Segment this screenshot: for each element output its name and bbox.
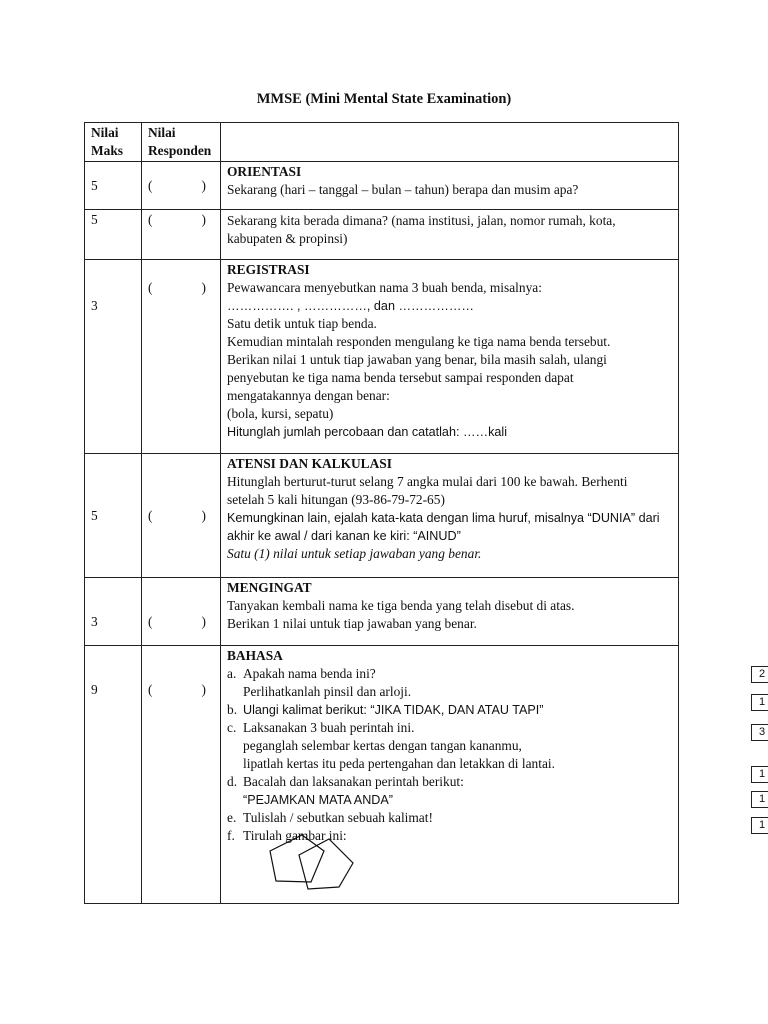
content-line: Berikan nilai 1 untuk tiap jawaban yang benar, bila masih salah, ulangi [227,352,607,367]
item-label: b. [227,702,238,717]
item-label: a. [227,666,237,681]
content-cell [221,260,679,454]
header-nilai-responden-line1: Nilai [148,125,176,140]
responden-score-field[interactable] [142,162,221,210]
table-row-bahasa [85,646,679,904]
paren-open: ( [148,614,153,629]
paren-close: ) [201,212,206,227]
paren-open: ( [148,212,153,227]
content-cell [221,646,766,904]
table-row-atensi [85,454,679,578]
content-line: akhir ke awal / dari kanan ke kiri: “AINUD” [227,529,461,543]
list-item [227,719,672,773]
content-line: Berikan 1 nilai untuk tiap jawaban yang benar. [227,616,477,631]
item-line: “PEJAMKAN MATA ANDA” [243,793,393,807]
page-title: MMSE (Mini Mental State Examination) [256,91,512,107]
item-label: c. [227,720,237,735]
header-nilai-maks-line1: Nilai [91,125,119,140]
maks-value: 5 [85,210,142,260]
content-cell [221,210,679,260]
section-heading: REGISTRASI [227,262,310,277]
content-cell [221,162,679,210]
maks-value: 5 [85,454,142,578]
item-label: f. [227,828,235,843]
table-row-registrasi [85,260,679,454]
table-header-row [85,123,679,162]
content-line: kabupaten & propinsi) [227,231,348,246]
item-line: Tirulah gambar ini: [243,828,347,843]
intersecting-pentagons-figure [255,827,365,893]
content-line: Satu detik untuk tiap benda. [227,316,377,331]
paren-open: ( [148,280,153,295]
content-line: Kemudian mintalah responden mengulang ke tiga nama benda tersebut. [227,334,611,349]
score-box-d: 1 [751,766,768,783]
list-item [227,701,672,719]
score-box-f: 1 [751,817,768,834]
header-content [221,123,679,162]
maks-value: 5 [85,162,142,210]
section-heading: ORIENTASI [227,164,302,179]
paren-close: ) [201,682,206,697]
paren-open: ( [148,682,153,697]
maks-text: 3 [91,298,98,313]
paren-close: ) [201,507,206,523]
content-cell [221,578,679,646]
section-heading: BAHASA [227,648,283,663]
maks-value [85,260,142,454]
responden-score-field[interactable] [142,454,221,578]
item-line: Apakah nama benda ini? [243,666,376,681]
content-line: ……………. , ……………, dan ……………… [227,299,475,313]
item-line: Tulislah / sebutkan sebuah kalimat! [243,810,433,825]
maks-value [85,646,142,904]
paren-close: ) [201,177,206,193]
content-line: Kemungkinan lain, ejalah kata-kata dengan lima huruf, misalnya “DUNIA” dari [227,511,660,525]
content-line: Pewawancara menyebutkan nama 3 buah benda, misalnya: [227,280,542,295]
content-line: Tanyakan kembali nama ke tiga benda yang telah disebut di atas. [227,598,575,613]
maks-value [85,578,142,646]
mmse-table [84,122,766,904]
content-note: Satu (1) nilai untuk setiap jawaban yang benar. [227,546,482,561]
content-line: Hitunglah jumlah percobaan dan catatlah: ……kali [227,425,508,439]
content-line: mengatakannya dengan benar: [227,388,390,403]
paren-open: ( [148,177,153,193]
header-nilai-maks [85,123,142,162]
header-nilai-responden-line2: Responden [148,143,212,158]
paren-close: ) [201,614,206,629]
section-heading: ATENSI DAN KALKULASI [227,456,392,471]
content-line: Sekarang kita berada dimana? (nama institusi, jalan, nomor rumah, kota, [227,213,616,228]
score-box-c: 3 [751,724,768,741]
list-item [227,809,672,827]
section-heading: MENGINGAT [227,580,312,595]
item-label: e. [227,810,237,825]
item-label: d. [227,774,238,789]
item-line: Laksanakan 3 buah perintah ini. [243,720,415,735]
content-line: Sekarang (hari – tanggal – bulan – tahun) berapa dan musim apa? [227,182,579,197]
table-row-orientasi-1 [85,162,679,210]
content-line: (bola, kursi, sepatu) [227,406,334,421]
paren-close: ) [201,280,206,295]
content-line: penyebutan ke tiga nama benda tersebut sampai responden dapat [227,370,574,385]
item-line: peganglah selembar kertas dengan tangan kananmu, [243,738,522,753]
score-box-b: 1 [751,694,768,711]
responden-score-field[interactable] [142,210,221,260]
score-box-a: 2 [751,666,768,683]
responden-score-field[interactable] [142,578,221,646]
item-line: lipatlah kertas itu peda pertengahan dan letakkan di lantai. [243,756,555,771]
item-line: Bacalah dan laksanakan perintah berikut: [243,774,464,789]
maks-text: 9 [91,682,98,697]
table-row-mengingat [85,578,679,646]
content-line: Hitunglah berturut-turut selang 7 angka mulai dari 100 ke bawah. Berhenti [227,474,628,489]
paren-open: ( [148,507,153,523]
table-row-orientasi-2 [85,210,679,260]
maks-text: 3 [91,614,98,629]
content-line: setelah 5 kali hitungan (93-86-79-72-65) [227,492,445,507]
responden-score-field[interactable] [142,260,221,454]
item-line: Ulangi kalimat berikut: “JIKA TIDAK, DAN ATAU TAPI” [243,703,544,717]
bahasa-section [227,647,766,897]
list-item [227,773,672,809]
header-nilai-maks-line2: Maks [91,143,123,158]
responden-score-field[interactable] [142,646,221,904]
content-cell [221,454,679,578]
list-item [227,665,672,701]
item-line: Perlihatkanlah pinsil dan arloji. [243,684,412,699]
header-nilai-responden [142,123,221,162]
score-box-e: 1 [751,791,768,808]
